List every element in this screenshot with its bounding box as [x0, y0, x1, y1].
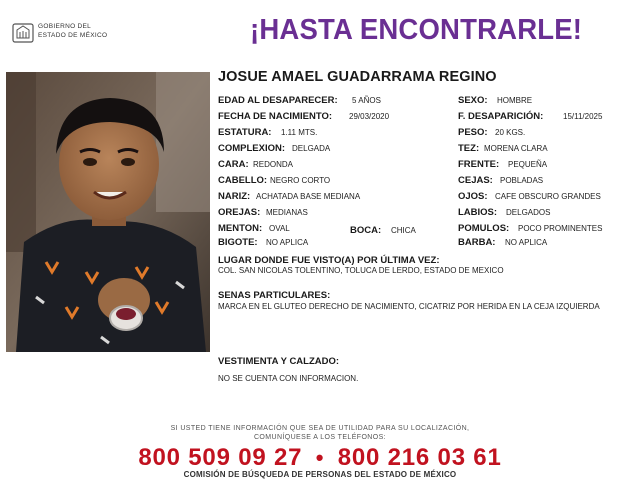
- government-logo: [12, 22, 112, 46]
- last-seen-title: LUGAR DONDE FUE VISTO(A) POR ÚLTIMA VEZ:: [218, 255, 440, 266]
- field-label-birthdate: FECHA DE NACIMIENTO:: [218, 111, 332, 122]
- missing-person-photo: [6, 72, 210, 352]
- field-value-lips: DELGADOS: [506, 208, 551, 217]
- particular-marks-title: SENAS PARTICULARES:: [218, 290, 331, 301]
- poster-headline: ¡HASTA ENCONTRARLE!: [250, 14, 583, 46]
- phone-numbers: [0, 444, 640, 472]
- field-value-hair: NEGRO CORTO: [270, 176, 331, 185]
- phone-number-2[interactable]: 800 216 03 61: [337, 444, 502, 471]
- particular-marks-text: MARCA EN EL GLUTEO DERECHO DE NACIMIENTO, CICATRIZ POR HERIDA EN LA CEJA IZQUIERDA: [218, 302, 600, 311]
- field-label-build: COMPLEXION:: [218, 143, 286, 154]
- field-value-mouth: CHICA: [391, 226, 416, 235]
- field-label-face: CARA:: [218, 159, 249, 170]
- field-value-nose: ACHATADA BASE MEDIANA: [256, 192, 361, 201]
- logo-text-line1: GOBIERNO DEL: [38, 23, 92, 30]
- field-value-height: 1.11 MTS.: [281, 128, 318, 137]
- state-emblem-icon: [12, 22, 34, 44]
- field-value-sex: HOMBRE: [497, 96, 533, 105]
- field-value-face: REDONDA: [253, 160, 294, 169]
- field-label-nose: NARIZ:: [218, 191, 251, 202]
- field-label-weight: PESO:: [458, 127, 488, 138]
- field-label-lips: LABIOS:: [458, 207, 498, 218]
- field-label-mustache: BIGOTE:: [218, 237, 258, 248]
- field-value-cheekbones: POCO PROMINENTES: [518, 224, 603, 233]
- field-label-height: ESTATURA:: [218, 127, 272, 138]
- field-label-hair: CABELLO:: [218, 175, 268, 186]
- field-value-weight: 20 KGS.: [495, 128, 526, 137]
- field-label-eyes: OJOS:: [458, 191, 488, 202]
- field-value-forehead: PEQUEÑA: [508, 160, 548, 169]
- field-label-chin: MENTON:: [218, 223, 263, 234]
- field-value-complexion: MORENA CLARA: [484, 144, 548, 153]
- field-value-birthdate: 29/03/2020: [349, 112, 390, 121]
- field-label-complexion: TEZ:: [458, 143, 480, 154]
- field-value-chin: OVAL: [269, 224, 290, 233]
- logo-text-line2: ESTADO DE MÉXICO: [38, 32, 108, 39]
- field-label-mouth: BOCA:: [350, 225, 382, 236]
- field-label-eyebrows: CEJAS:: [458, 175, 493, 186]
- field-value-beard: NO APLICA: [505, 238, 548, 247]
- field-value-eyes: CAFE OBSCURO GRANDES: [495, 192, 601, 201]
- search-commission-name: COMISIÓN DE BÚSQUEDA DE PERSONAS DEL ESTADO DE MÉXICO: [183, 470, 457, 479]
- field-value-ears: MEDIANAS: [266, 208, 308, 217]
- field-label-ears: OREJAS:: [218, 207, 261, 218]
- clothing-title: VESTIMENTA Y CALZADO:: [218, 356, 340, 367]
- clothing-text: NO SE CUENTA CON INFORMACION.: [218, 374, 359, 383]
- phone-separator: •: [315, 445, 325, 470]
- field-value-mustache: NO APLICA: [266, 238, 309, 247]
- contact-note-line1: SI USTED TIENE INFORMACIÓN QUE SEA DE UTILIDAD PARA SU LOCALIZACIÓN,: [170, 425, 470, 432]
- field-value-disappearance-date: 15/11/2025: [563, 112, 603, 121]
- phone-number-1[interactable]: 800 509 09 27: [138, 444, 303, 471]
- field-label-sex: SEXO:: [458, 95, 488, 106]
- field-label-cheekbones: POMULOS:: [458, 223, 510, 234]
- person-name: JOSUE AMAEL GUADARRAMA REGINO: [218, 69, 497, 85]
- field-value-build: DELGADA: [292, 144, 331, 153]
- field-value-eyebrows: POBLADAS: [500, 176, 544, 185]
- field-label-forehead: FRENTE:: [458, 159, 500, 170]
- field-label-age: EDAD AL DESAPARECER:: [218, 95, 338, 106]
- last-seen-text: COL. SAN NICOLAS TOLENTINO, TOLUCA DE LERDO, ESTADO DE MEXICO: [218, 266, 504, 275]
- field-label-beard: BARBA:: [458, 237, 496, 248]
- field-value-age: 5 AÑOS: [352, 96, 381, 105]
- field-label-disappearance-date: F. DESAPARICIÓN:: [458, 111, 544, 122]
- contact-note-line2: COMUNÍQUESE A LOS TELÉFONOS:: [253, 434, 387, 441]
